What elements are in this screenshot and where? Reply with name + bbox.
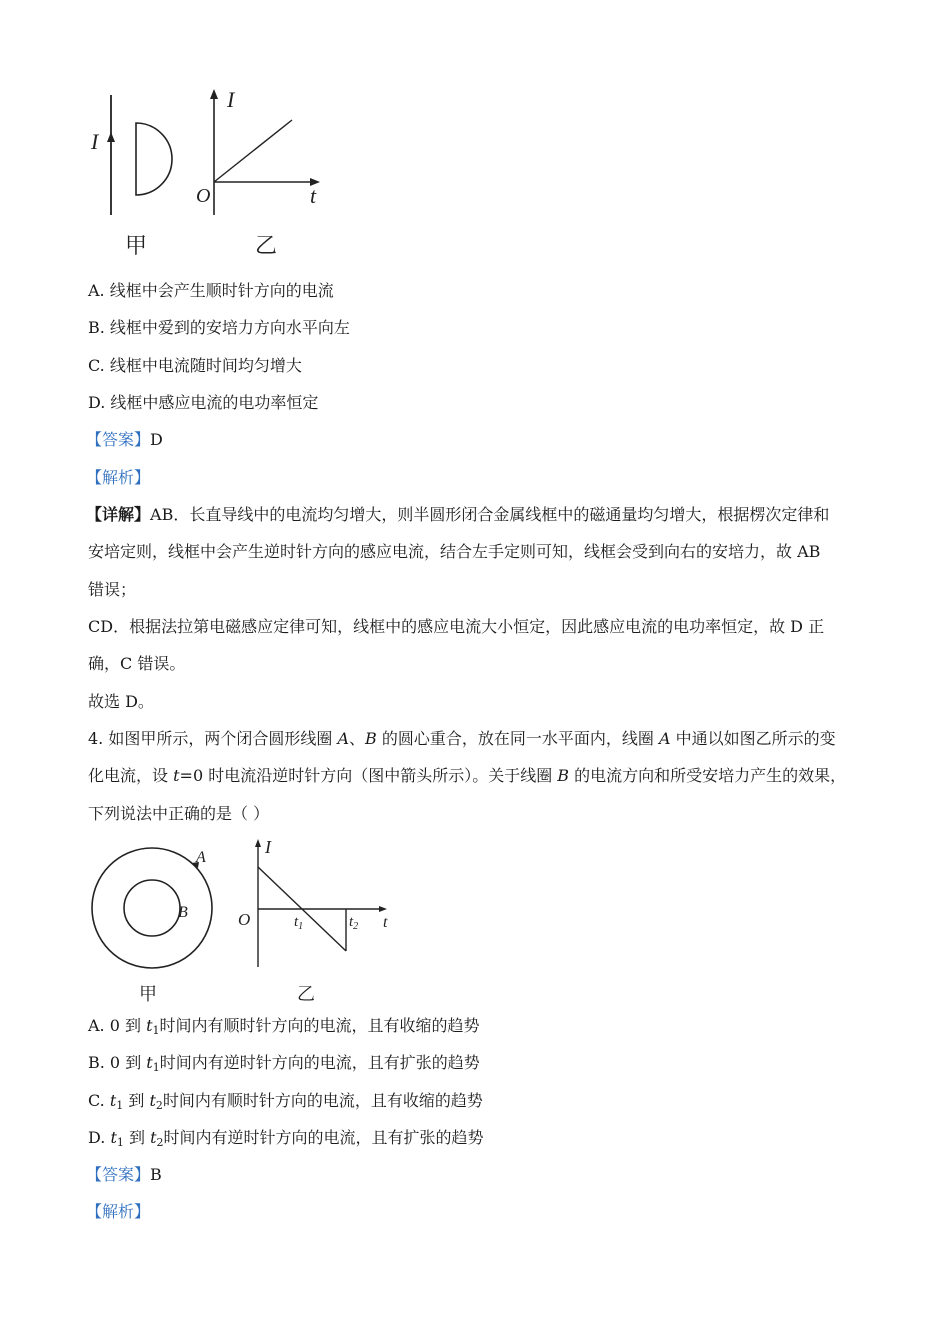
q3-option-d: D. 线框中感应电流的电功率恒定 (88, 393, 319, 412)
q3-answer-tag: 【答案】 (86, 430, 151, 449)
q4-stem-2a: 化电流，设 (88, 766, 174, 785)
q4-answer (86, 1165, 162, 1185)
q4-opt-d-t2-sub: 2 (156, 1136, 164, 1149)
q3-detail-line-5: 确，C 错误。 (88, 654, 186, 673)
graph1-current-line (214, 120, 292, 182)
q4-opt-a-text: 时间内有顺时针方向的电流，且有收缩的趋势 (159, 1016, 480, 1035)
q4-option-c (88, 1091, 483, 1116)
coil-a-label: A (196, 849, 206, 866)
q3-detail-line-2: 安培定则，线框中会产生逆时针方向的感应电流，结合左手定则可知，线框会受到向右的安培力，故 AB (88, 542, 821, 561)
figure-2 (85, 835, 405, 975)
q3-detail-text-1: AB．长直导线中的电流均匀增大，则半圆形闭合金属线框中的磁通量均匀增大，根据楞次定律和 (150, 505, 830, 524)
q4-coil-b: B (365, 729, 377, 748)
q3-analysis-tag: 【解析】 (86, 468, 151, 487)
q4-opt-d-t2: t (150, 1128, 157, 1147)
q4-opt-c-to: 到 (123, 1091, 150, 1110)
q4-stem-1b: 的圆心重合，放在同一水平面内，线圈 (376, 729, 659, 748)
figure-1 (80, 85, 340, 265)
q4-opt-c-text: 时间内有顺时针方向的电流，且有收缩的趋势 (162, 1091, 483, 1110)
q3-detail-line-4: CD．根据法拉第电磁感应定律可知，线框中的感应电流大小恒定，因此感应电流的电功率恒定，故 D 正 (88, 617, 825, 636)
q3-detail-tag: 【详解】 (86, 505, 151, 524)
graph2-x-label: t (383, 914, 388, 931)
graph2-y-label: I (265, 837, 271, 857)
figure2-caption-left: 甲 (139, 984, 157, 1005)
graph2-origin: O (238, 910, 251, 929)
q4-stem-2b: =0 时电流沿逆时针方向（图中箭头所示）。关于线圈 (179, 766, 558, 785)
q4-analysis-tag: 【解析】 (86, 1202, 151, 1221)
q4-option-a (88, 1016, 480, 1041)
q4-opt-c-t1: t (109, 1091, 117, 1110)
graph2-y-arrow (255, 839, 261, 847)
q4-opt-a-t1: t (146, 1016, 153, 1035)
graph1-y-label: I (227, 87, 235, 112)
q4-opt-d-t1-sub: 1 (116, 1136, 124, 1149)
q3-answer-value: D (150, 430, 163, 449)
q4-coil-a-2: A (658, 729, 671, 748)
q4-option-d (88, 1128, 484, 1153)
q4-answer-tag: 【答案】 (86, 1165, 151, 1184)
q4-stem-line-3: 下列说法中正确的是（ ） (88, 804, 270, 823)
graph1-origin: O (196, 185, 211, 207)
q4-opt-b-prefix: B. 0 到 (88, 1053, 147, 1072)
q4-stem-1c: 中通以如图乙所示的变 (670, 729, 836, 748)
coil-a-circle (92, 848, 212, 968)
q4-opt-b-text: 时间内有逆时针方向的电流，且有扩张的趋势 (159, 1053, 480, 1072)
graph1-x-label: t (310, 183, 317, 208)
q3-option-a: A. 线框中会产生顺时针方向的电流 (88, 281, 334, 300)
q3-option-b: B. 线框中爱到的安培力方向水平向左 (88, 318, 350, 337)
q3-detail-line-1 (86, 505, 829, 525)
q3-option-c: C. 线框中电流随时间均匀增大 (88, 356, 302, 375)
q4-opt-d-prefix: D. (88, 1128, 111, 1147)
q4-stem-1a: 4. 如图甲所示，两个闭合圆形线圈 (88, 729, 338, 748)
q4-stem-line-1 (88, 729, 836, 749)
q4-option-b (88, 1053, 480, 1078)
q4-stem-2c: 的电流方向和所受安培力产生的效果， (569, 766, 847, 785)
q4-opt-d-t1: t (110, 1128, 117, 1147)
q3-detail-line-3: 错误； (88, 580, 137, 599)
coil-b-circle (124, 880, 180, 936)
figure1-caption-right: 乙 (255, 234, 278, 259)
q4-sep: 、 (349, 729, 366, 748)
q3-detail-line-6: 故选 D。 (88, 692, 154, 711)
q4-opt-c-prefix: C. (88, 1091, 110, 1110)
q4-opt-d-text: 时间内有逆时针方向的电流，且有扩张的趋势 (163, 1128, 484, 1147)
q4-opt-a-t1-sub: 1 (152, 1024, 160, 1037)
semicircle-frame (136, 123, 172, 195)
q4-opt-c-t1-sub: 1 (116, 1099, 124, 1112)
q4-opt-b-t1-sub: 1 (152, 1061, 160, 1074)
q4-opt-c-t2: t (149, 1091, 156, 1110)
q4-coil-b-2: B (557, 766, 570, 785)
q4-opt-d-to: 到 (123, 1128, 151, 1147)
figure1-caption-left: 甲 (125, 234, 148, 259)
q3-answer (86, 430, 163, 450)
q4-opt-b-t1: t (146, 1053, 153, 1072)
figure2-caption-right: 乙 (297, 984, 315, 1005)
q4-opt-c-t2-sub: 2 (155, 1099, 163, 1112)
coil-b-label: B (178, 904, 188, 921)
graph2-t2-label: $t_2$ (349, 914, 359, 932)
graph1-y-arrow (210, 89, 218, 99)
wire-current-label: I (91, 129, 99, 154)
q4-answer-value: B (150, 1165, 162, 1184)
q4-opt-a-prefix: A. 0 到 (88, 1016, 147, 1035)
q4-coil-a: A (337, 729, 350, 748)
graph2-t1-label: $t_1$ (294, 914, 304, 932)
q4-t-var: t (173, 766, 180, 785)
q4-stem-line-2 (88, 766, 846, 786)
wire-current-arrow (107, 132, 115, 142)
graph2-x-arrow (379, 906, 387, 912)
